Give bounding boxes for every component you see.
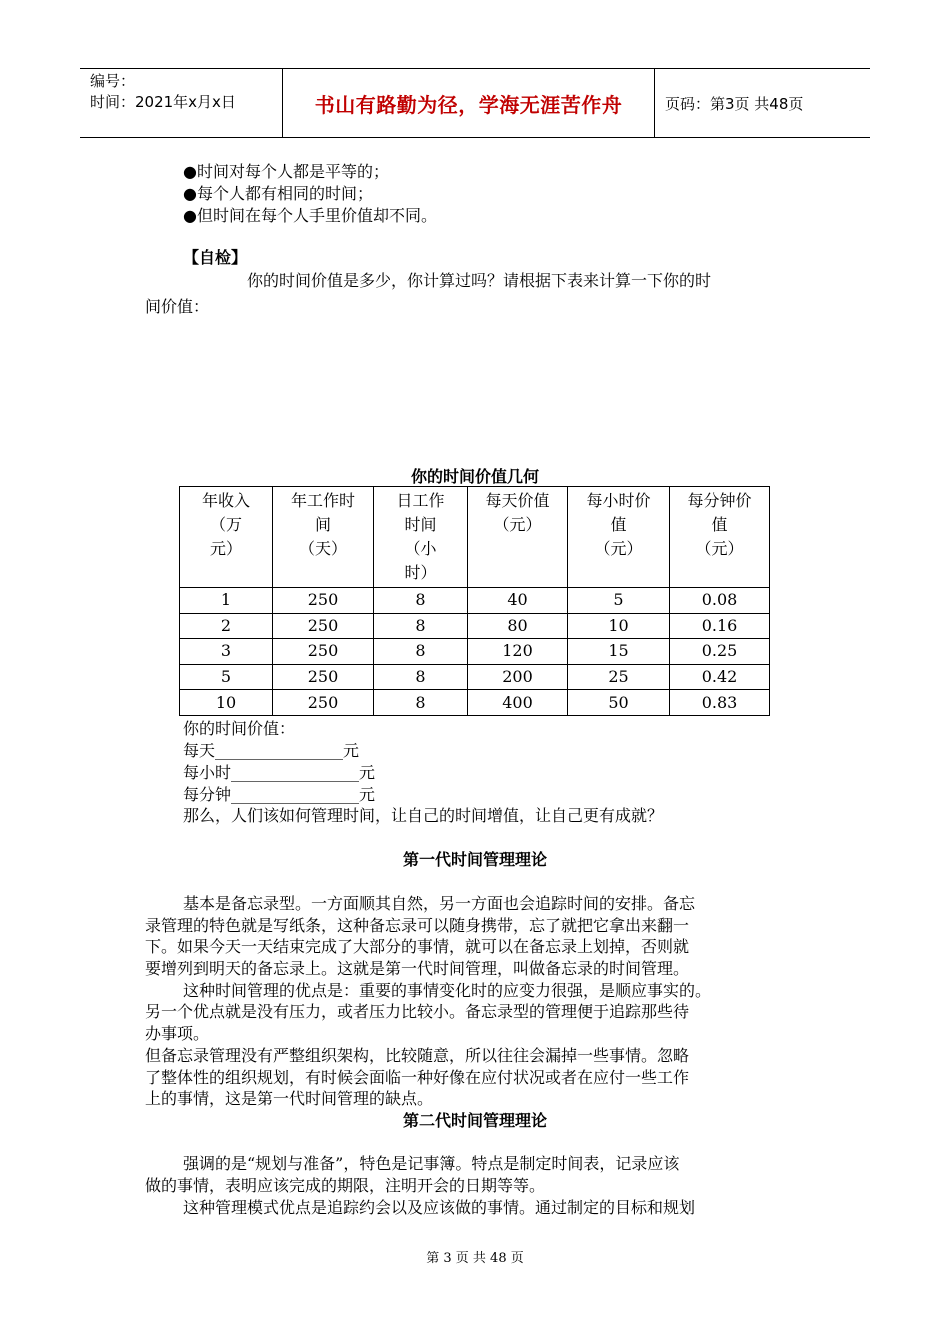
table-cell: 250 [273, 690, 374, 716]
page-footer: 第 3 页 共 48 页 [426, 1251, 524, 1266]
table-cell: 250 [273, 613, 374, 639]
your-value-label: 你的时间价值： [183, 719, 296, 738]
table-cell: 250 [273, 588, 374, 614]
paragraph-line: 录管理的特色就是写纸条，这种备忘录可以随身携带，忘了就把它拿出来翻一 [145, 916, 690, 935]
table-row [180, 664, 770, 690]
table-cell: 8 [374, 613, 468, 639]
table-cell: 25 [568, 664, 670, 690]
table-cell: 0.25 [670, 639, 770, 665]
section-2-title: 第二代时间管理理论 [402, 1111, 547, 1130]
header-motto: 书山有路勤为径，学海无涯苦作舟 [283, 69, 655, 137]
bullet-item: ●但时间在每个人手里价值却不同。 [183, 206, 437, 225]
table-cell: 8 [374, 588, 468, 614]
table-row [180, 690, 770, 716]
table-header-cell: 日工作 时间 （小 时） [374, 487, 468, 588]
table-cell: 250 [273, 664, 374, 690]
per-minute-blank: 每分钟________________元 [183, 785, 376, 804]
table-cell: 8 [374, 664, 468, 690]
bullet-icon: ● [183, 162, 197, 181]
table-cell: 0.08 [670, 588, 770, 614]
paragraph-line: 基本是备忘录型。一方面顺其自然，另一方面也会追踪时间的安排。备忘 [183, 894, 696, 913]
paragraph-line: 另一个优点就是没有压力，或者压力比较小。备忘录型的管理便于追踪那些待 [145, 1002, 690, 1021]
table-cell: 50 [568, 690, 670, 716]
header-page-label: 页码：第3页 共48页 [665, 94, 804, 113]
table-header-cell: 每分钟价 值 （元） [670, 487, 770, 588]
bullet-icon: ● [183, 184, 197, 203]
table-cell: 3 [180, 639, 273, 665]
paragraph-line: 这种时间管理的优点是：重要的事情变化时的应变力很强，是顺应事实的。 [183, 981, 712, 1000]
table-cell: 400 [468, 690, 568, 716]
table-cell: 40 [468, 588, 568, 614]
table-cell: 120 [468, 639, 568, 665]
table-cell: 250 [273, 639, 374, 665]
paragraph-line: 办事项。 [145, 1024, 210, 1043]
bullet-item: ●时间对每个人都是平等的； [183, 162, 389, 181]
page-header [80, 68, 870, 138]
table-cell: 0.83 [670, 690, 770, 716]
table-header-row [180, 487, 770, 588]
table-cell: 15 [568, 639, 670, 665]
table-header-cell: 每天价值 （元） [468, 487, 568, 588]
per-hour-blank: 每小时________________元 [183, 763, 376, 782]
table-cell: 2 [180, 613, 273, 639]
table-cell: 1 [180, 588, 273, 614]
self-check-text-line-2: 间价值： [145, 297, 210, 316]
table-cell: 80 [468, 613, 568, 639]
table-header-cell: 年工作时 间 （天） [273, 487, 374, 588]
document-date-label: 时间：2021年x月x日 [90, 93, 236, 111]
table-cell: 8 [374, 690, 468, 716]
paragraph-line: 强调的是“规划与准备”，特色是记事簿。特点是制定时间表，记录应该 [183, 1154, 680, 1173]
bullet-icon: ● [183, 206, 197, 225]
self-check-text-line-1: 你的时间价值是多少，你计算过吗？请根据下表来计算一下你的时 [247, 271, 712, 290]
paragraph-line: 要增列到明天的备忘录上。这就是第一代时间管理，叫做备忘录的时间管理。 [145, 959, 690, 978]
table-cell: 0.16 [670, 613, 770, 639]
self-check-title: 【自检】 [183, 248, 248, 267]
table-row [180, 639, 770, 665]
paragraph-line: 这种管理模式优点是追踪约会以及应该做的事情。通过制定的目标和规划 [183, 1198, 696, 1217]
header-left-cell [80, 69, 283, 137]
per-day-blank: 每天________________元 [183, 741, 360, 760]
paragraph-line: 了整体性的组织规划，有时候会面临一种好像在应付状况或者在应付一些工作 [145, 1068, 690, 1087]
paragraph-line: 上的事情，这是第一代时间管理的缺点。 [145, 1089, 434, 1108]
paragraph-line: 下。如果今天一天结束完成了大部分的事情，就可以在备忘录上划掉，否则就 [145, 937, 690, 956]
time-value-table [179, 486, 770, 716]
table-cell: 200 [468, 664, 568, 690]
table-cell: 8 [374, 639, 468, 665]
table-row [180, 588, 770, 614]
document-number-label: 编号： [90, 72, 136, 90]
table-title: 你的时间价值几何 [410, 467, 539, 486]
paragraph-line: 但备忘录管理没有严整组织架构，比较随意，所以往往会漏掉一些事情。忽略 [145, 1046, 690, 1065]
table-cell: 5 [180, 664, 273, 690]
management-question: 那么，人们该如何管理时间，让自己的时间增值，让自己更有成就？ [183, 806, 664, 825]
table-cell: 10 [568, 613, 670, 639]
table-cell: 0.42 [670, 664, 770, 690]
paragraph-line: 做的事情，表明应该完成的期限，注明开会的日期等等。 [145, 1176, 546, 1195]
table-cell: 5 [568, 588, 670, 614]
section-1-title: 第一代时间管理理论 [402, 850, 547, 869]
table-row [180, 613, 770, 639]
table-header-cell: 每小时价 值 （元） [568, 487, 670, 588]
table-header-cell: 年收入 （万 元） [180, 487, 273, 588]
bullet-item: ●每个人都有相同的时间； [183, 184, 373, 203]
table-cell: 10 [180, 690, 273, 716]
